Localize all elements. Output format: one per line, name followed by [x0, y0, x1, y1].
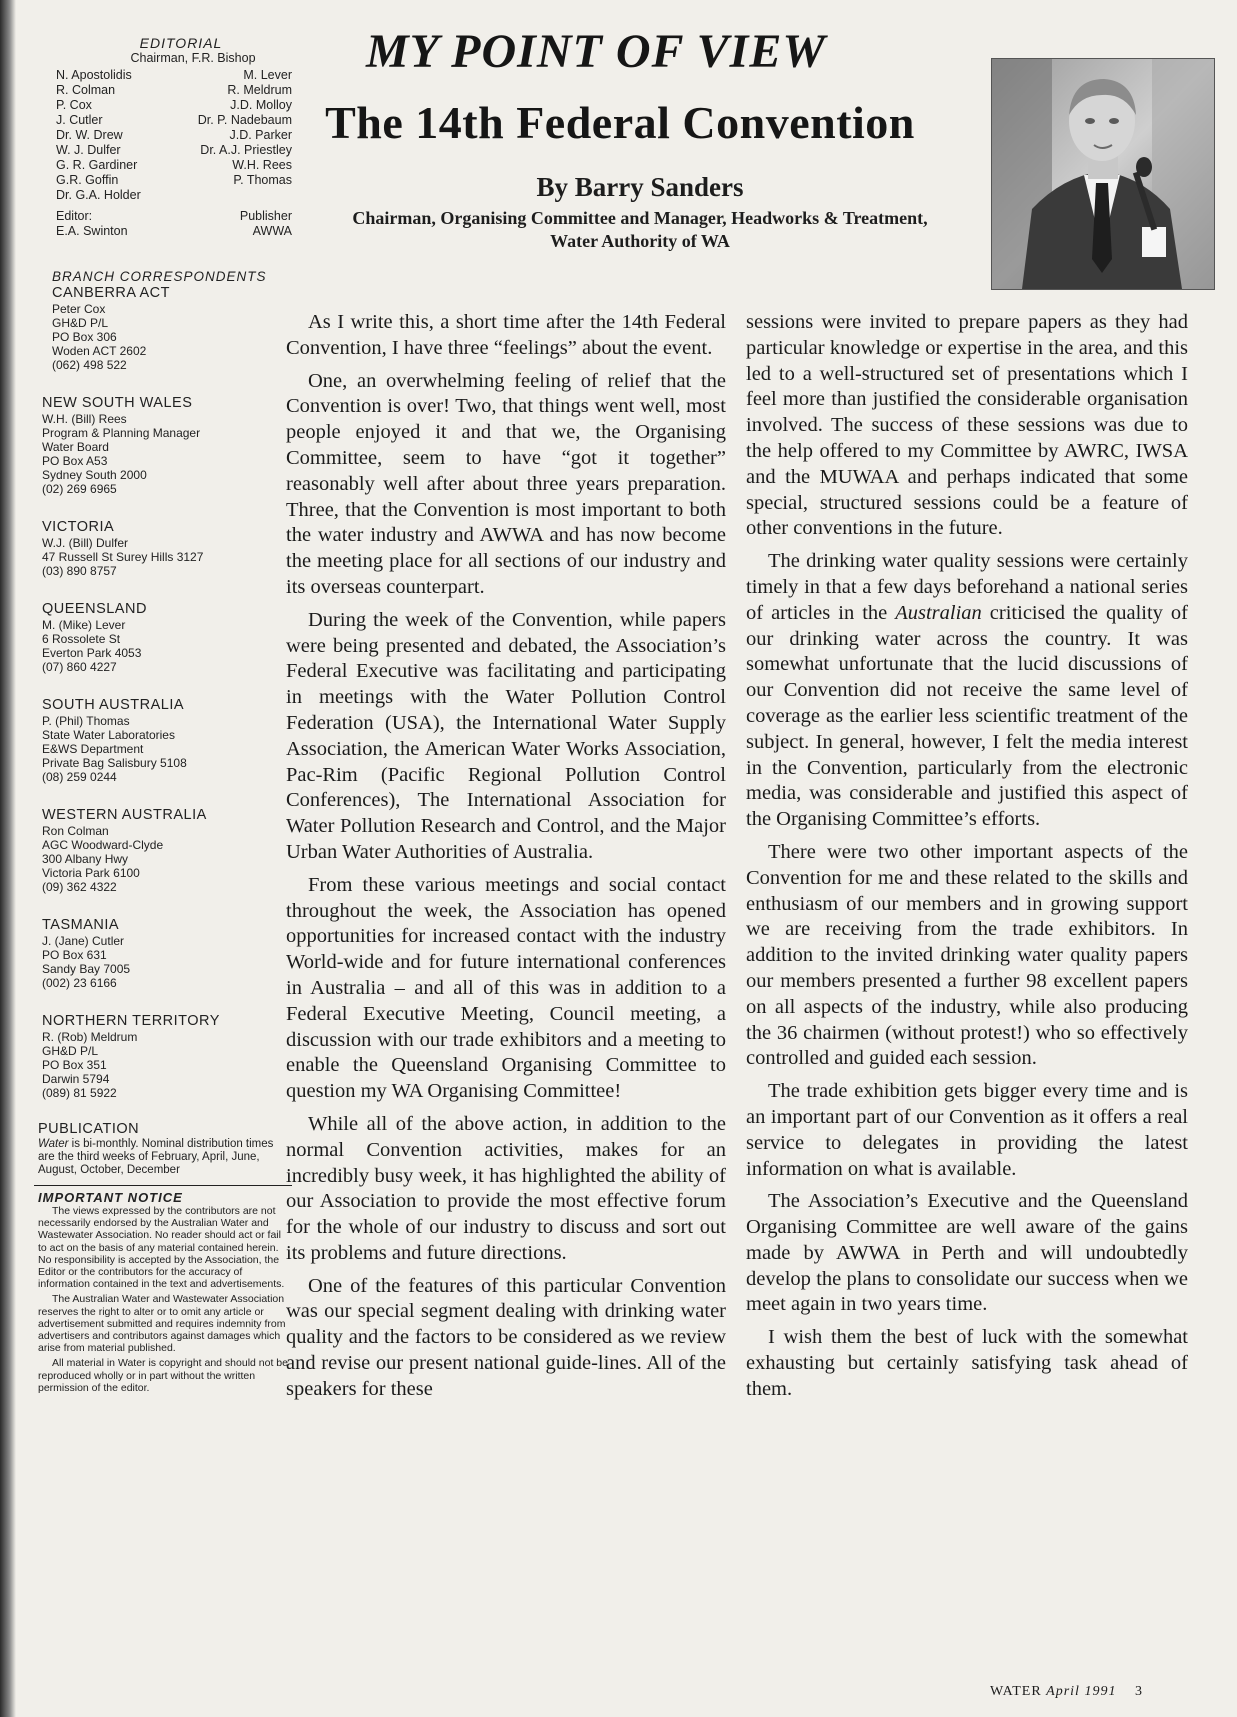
article-paragraph: I wish them the best of luck with the somewhat exhausting but certainly satisfying task ahead of them.: [746, 1326, 1188, 1400]
page-footer: [990, 1684, 1143, 1700]
article-paragraph: One of the features of this particular Convention was our special segment dealing with drinking water quality and the factors to be considered as we review and revise our present national guide-lines. All of the speakers for these: [286, 1274, 726, 1400]
section-kicker: MY POINT OF VIEW: [365, 25, 827, 78]
region-northern-territory: [34, 1012, 292, 1100]
region-contact: Peter Cox GH&D P/L PO Box 306 Woden ACT 2602 (062) 498 522: [52, 302, 147, 372]
editor-credit: Editor: E.A. Swinton: [56, 209, 128, 238]
region-contact: W.H. (Bill) Rees Program & Planning Manager Water Board PO Box A53 Sydney South 2000 (02) 269 6965: [42, 412, 201, 496]
article-paragraph: During the week of the Convention, while papers were being presented and debated, the Association’s Federal Executive was facilitating and participating in meetings with the Water Pollution Control Federation (USA), the International Water Supply Association, the American Water Works Association, Pac-Rim (Pacific Regional Pollution Control Conferences), The International Association for Water Pollution Research and Control, and the Major Urban Water Authorities of Australia.: [286, 608, 726, 863]
region-south-australia: [34, 696, 292, 784]
publisher-credit: Publisher AWWA: [239, 209, 292, 238]
article-paragraph: From these various meetings and social contact throughout the week, the Association has opened opportunities for increased contact with the industry World-wide and for future international conferences in Australia – and all of this was in addition to a Federal Executive Meeting, Council meeting, a discussion with our trade exhibitors and a meeting to enable the Queensland Organising Committee to question my WA Organising Committee!: [286, 873, 726, 1103]
region-contact: R. (Rob) Meldrum GH&D P/L PO Box 351 Darwin 5794 (089) 81 5922: [42, 1030, 138, 1100]
newspaper-title: Australian: [895, 601, 982, 624]
region-name: NEW SOUTH WALES: [42, 395, 193, 411]
editorial-chairman: Chairman, F.R. Bishop: [130, 51, 256, 65]
sidebar: [34, 36, 292, 1397]
region-name: WESTERN AUSTRALIA: [42, 807, 207, 823]
article-paragraph: There were two other important aspects of the Convention for me and these related to the skills and enthusiasm of our members and in growing support we are receiving from the trade exhibitors. In addition to the invited drinking water quality papers our members presented a further 98 excellent papers on all aspects of the industry, while also producing the 36 chairmen (without protest!) who so effectively controlled and guided each session.: [746, 840, 1188, 1070]
region-victoria: [34, 518, 292, 578]
region-nsw: [34, 394, 292, 496]
article-paragraph: The trade exhibition gets bigger every time and is an important part of our Convention as it offers a real service to delegates in providing the latest information on what is available.: [746, 1080, 1188, 1180]
region-contact: W.J. (Bill) Dulfer 47 Russell St Surey Hills 3127 (03) 890 8757: [42, 536, 204, 578]
article-paragraph: While all of the above action, in addition to the normal Convention activities, makes for an incredibly busy week, it has highlighted the ability of our Association to provide the most effective forum for the whole of our industry to discuss and sort out its problems and future directions.: [286, 1112, 726, 1264]
page-number: 3: [1134, 1684, 1143, 1699]
region-contact: J. (Jane) Cutler PO Box 631 Sandy Bay 7005 (002) 23 6166: [42, 934, 131, 990]
article-paragraph: [746, 549, 1188, 833]
paragraph-text: The drinking water quality sessions were certainly timely in that a few days beforehand a national series of articles in the: [746, 550, 1188, 624]
publication-schedule: is bi-monthly. Nominal distribution times are the third weeks of February, April, June, August, October, December: [38, 1138, 274, 1176]
article-title: The 14th Federal Convention: [325, 97, 915, 148]
article-byline: By Barry Sanders: [536, 172, 744, 202]
editor-publisher: [34, 209, 292, 239]
publication-text: [34, 1138, 292, 1177]
region-canberra: [34, 284, 292, 372]
author-photo-image: [992, 59, 1214, 289]
notice-paragraph: All material in Water is copyright and should not be reproduced wholly or in part without the written permission of the editor.: [38, 1357, 288, 1394]
region-name: QUEENSLAND: [42, 601, 147, 617]
editorial-heading: EDITORIAL: [139, 35, 223, 51]
region-name: CANBERRA ACT: [52, 285, 170, 301]
paragraph-text: criticised the quality of our drinking water across the country. It was somewhat unfortunate that the lucid discussions of our Convention did not receive the same level of coverage as the earlier less scientific treatment of the subject. In general, however, I felt the media interest in the Convention, particularly from the electronic media, was considerable and justified this aspect of the Organising Committee’s efforts.: [746, 601, 1188, 831]
editorial-members-left: N. Apostolidis R. Colman P. Cox J. Cutler Dr. W. Drew W. J. Dulfer G. R. Gardiner G.R. Goffin Dr. G.A. Holder: [56, 68, 141, 202]
publication-heading: PUBLICATION: [38, 1121, 140, 1137]
notice-paragraph: The Australian Water and Wastewater Association reserves the right to alter or to omit any article or advertisement submitted and requires indemnity from advertisers and contributors against damages which arise from material published.: [38, 1293, 286, 1355]
article-column-2: [746, 310, 1188, 1410]
important-notice-heading: IMPORTANT NOTICE: [34, 1185, 292, 1205]
region-contact: P. (Phil) Thomas State Water Laboratories E&WS Department Private Bag Salisbury 5108 (08) 259 0244: [42, 714, 187, 784]
page-binding-edge: [0, 0, 16, 1717]
footer-issue: April 1991: [1046, 1684, 1117, 1699]
branch-correspondents-heading: BRANCH CORRESPONDENTS: [52, 269, 267, 284]
region-name: TASMANIA: [42, 917, 120, 933]
region-contact: Ron Colman AGC Woodward-Clyde 300 Albany Hwy Victoria Park 6100 (09) 362 4322: [42, 824, 164, 894]
publication-title: Water: [38, 1138, 69, 1150]
article-paragraph: As I write this, a short time after the 14th Federal Convention, I have three “feelings” about the event.: [286, 311, 726, 359]
region-name: SOUTH AUSTRALIA: [42, 697, 185, 713]
region-western-australia: [34, 806, 292, 894]
region-contact: M. (Mike) Lever 6 Rossolete St Everton Park 4053 (07) 860 4227: [42, 618, 142, 674]
notice-paragraph: The views expressed by the contributors are not necessarily endorsed by the Australian Water and Wastewater Association. No reader should act or fail to act on the basis of any material contained herein. No responsibility is accepted by the Association, the Editor or the contributors for the accuracy of information contained in the text and advertisements.: [38, 1205, 285, 1291]
editorial-members-right: M. Lever R. Meldrum J.D. Molloy Dr. P. Nadebaum J.D. Parker Dr. A.J. Priestley W.H. Rees P. Thomas: [197, 68, 292, 187]
article-paragraph: One, an overwhelming feeling of relief that the Convention is over! Two, that things went well, most people enjoyed it and that we, the Organising Committee, seem to have “got it together” reasonably well after about three years preparation. Three, that the Convention is most important to both the water industry and AWWA and has now become the meeting place for all sections of our industry and its overseas counterpart.: [286, 369, 726, 598]
region-name: NORTHERN TERRITORY: [42, 1013, 220, 1029]
region-name: VICTORIA: [42, 519, 115, 535]
article-paragraph: sessions were invited to prepare papers as they had particular knowledge or expertise in the area, and this led to a well-structured set of presentations which I feel more than justified the considerable organisation involved. The success of these sessions was due to the help offered to my Committee by AWRC, IWSA and the MUWAA and perhaps indicated that some special, structured sessions could be a feature of other conventions in the future.: [746, 311, 1188, 540]
editorial-members: [34, 68, 292, 203]
region-queensland: [34, 600, 292, 674]
article-paragraph: The Association’s Executive and the Queensland Organising Committee are well aware of the gains made by AWWA in Perth and will undoubtedly develop the plans to consolidate our success when we meet again in two years time.: [746, 1190, 1188, 1316]
footer-magazine: WATER: [990, 1684, 1042, 1699]
article-column-1: [286, 310, 726, 1410]
region-tasmania: [34, 916, 292, 990]
author-photo: [991, 58, 1215, 290]
author-role: Chairman, Organising Committee and Manager, Headworks & Treatment, Water Authority of WA: [352, 208, 928, 251]
